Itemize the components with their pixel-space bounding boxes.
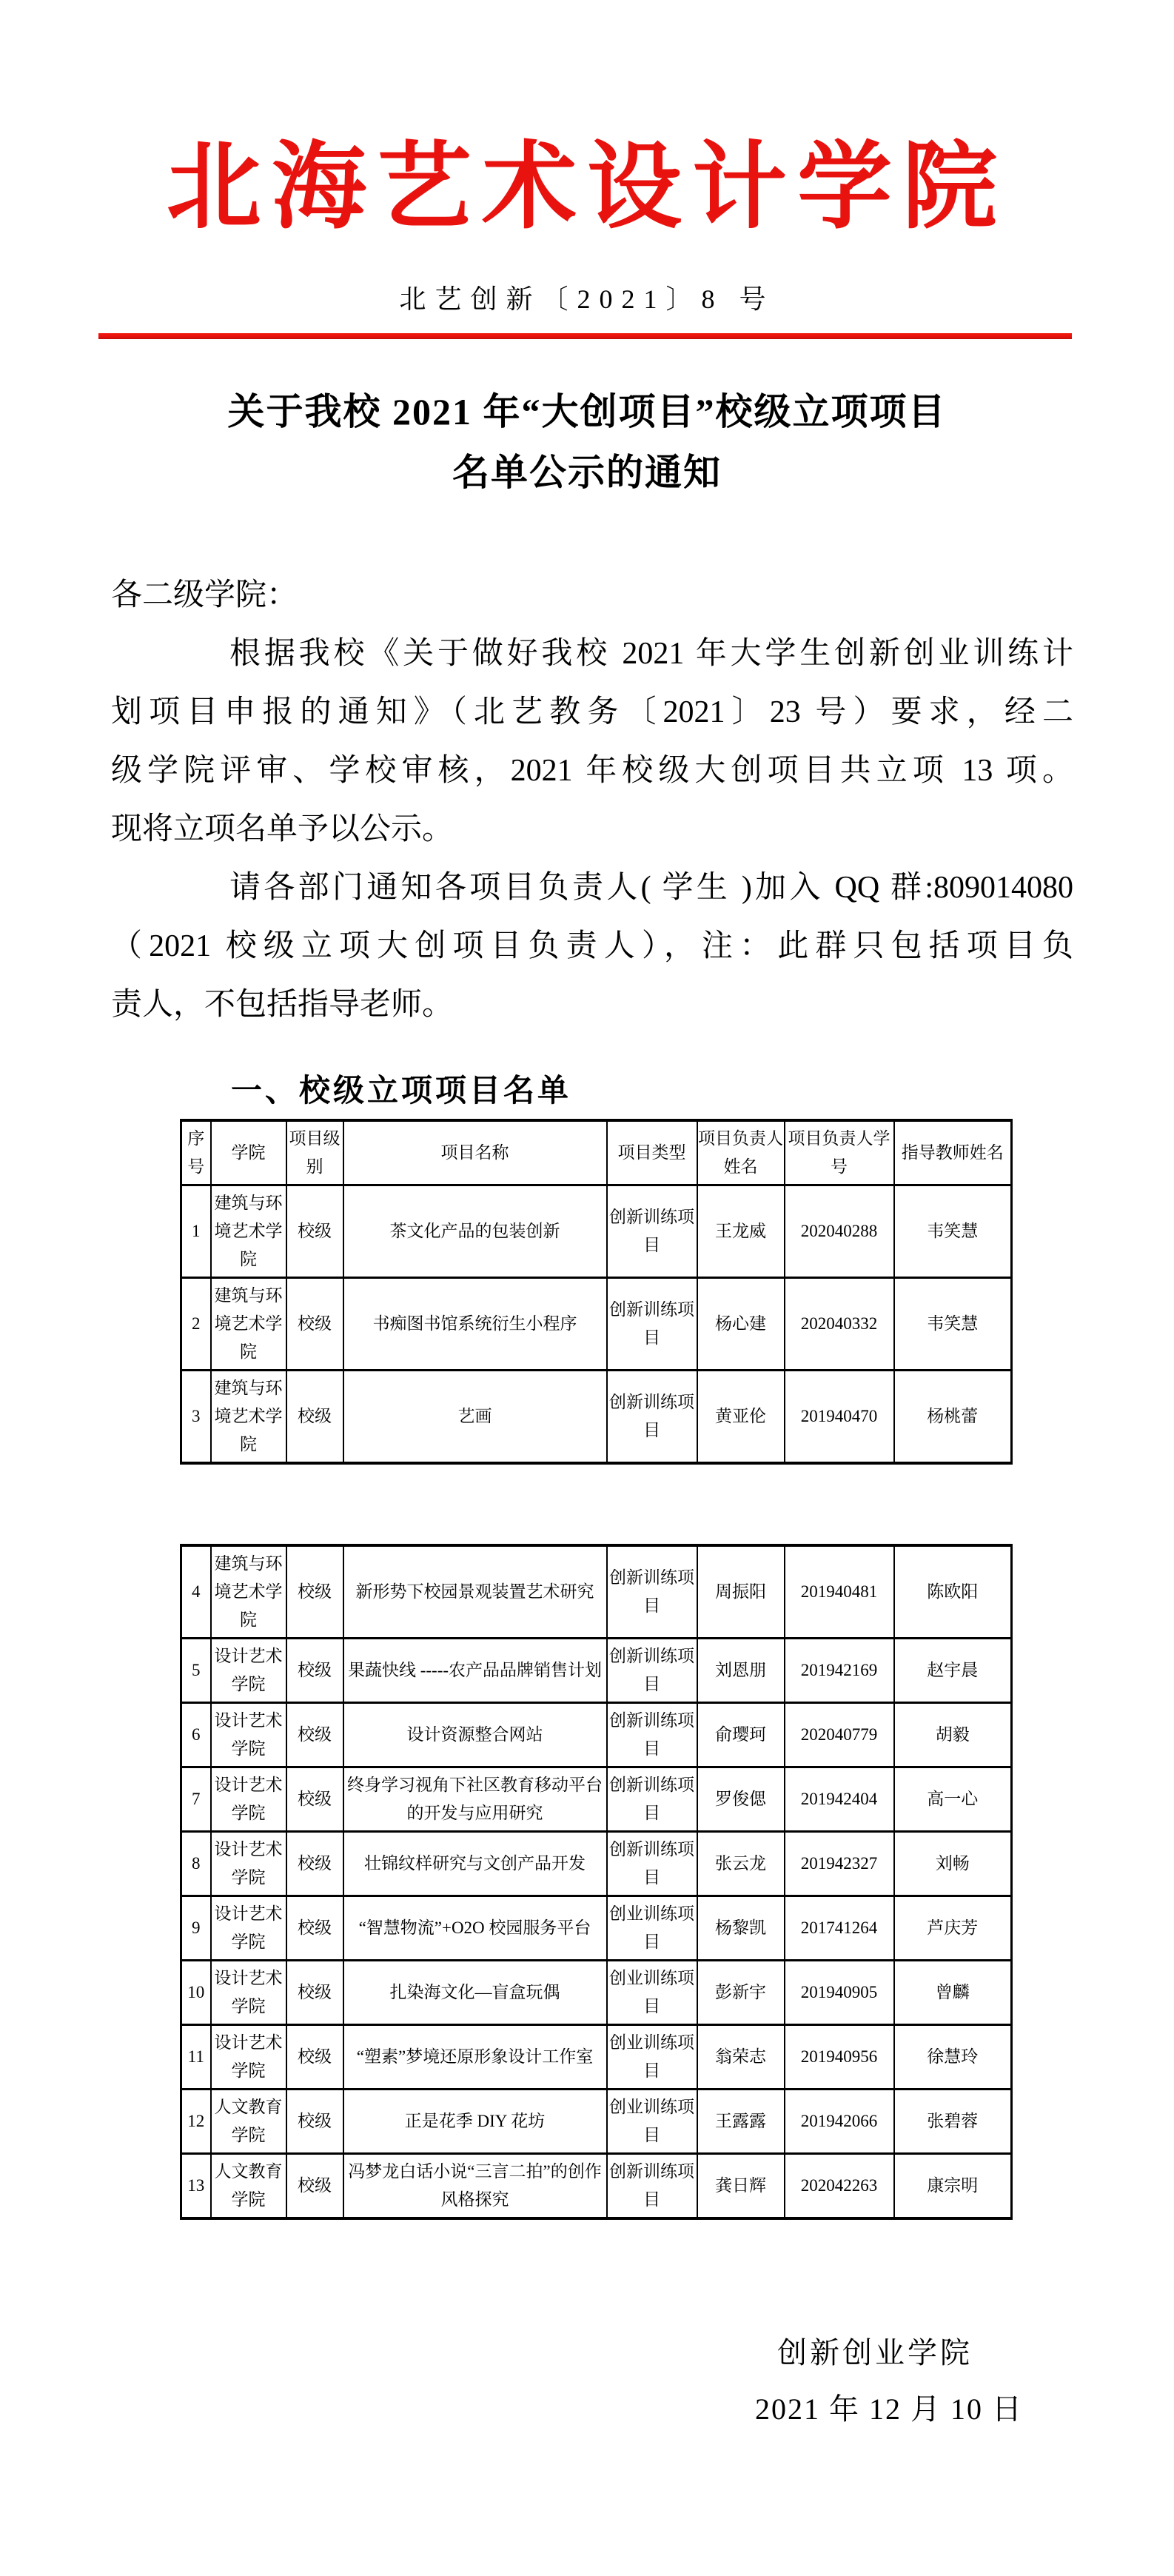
column-header: 序号 bbox=[181, 1120, 211, 1185]
cell-teacher: 芦庆芳 bbox=[894, 1896, 1012, 1961]
cell-student-id: 201942327 bbox=[785, 1832, 894, 1896]
project-table-page-1 bbox=[180, 1119, 1013, 1465]
cell-teacher: 韦笑慧 bbox=[894, 1185, 1012, 1278]
cell-type: 创新训练项目 bbox=[607, 1278, 697, 1371]
cell-teacher: 张碧蓉 bbox=[894, 2090, 1012, 2154]
project-table-body-1 bbox=[181, 1185, 1012, 1464]
cell-teacher: 赵宇晨 bbox=[894, 1639, 1012, 1703]
cell-college: 设计艺术学院 bbox=[211, 1896, 286, 1961]
letterhead-divider-rule bbox=[98, 333, 1072, 339]
table-row bbox=[181, 2154, 1012, 2219]
cell-no: 1 bbox=[181, 1185, 211, 1278]
column-header: 学院 bbox=[211, 1120, 286, 1185]
table-row bbox=[181, 1961, 1012, 2025]
table-header-row bbox=[181, 1120, 1012, 1185]
cell-no: 3 bbox=[181, 1371, 211, 1464]
cell-student-id: 201940481 bbox=[785, 1545, 894, 1639]
cell-teacher: 高一心 bbox=[894, 1767, 1012, 1832]
document-number: 北艺创新〔2021〕8 号 bbox=[399, 284, 775, 314]
cell-student-id: 202040779 bbox=[785, 1703, 894, 1767]
column-header: 项目负责人姓名 bbox=[697, 1120, 785, 1185]
cell-no: 8 bbox=[181, 1832, 211, 1896]
paragraph-1-line: 划项目申报的通知》（北艺教务〔2021〕23 号）要求，经二 bbox=[111, 695, 1073, 729]
cell-student-id: 202040332 bbox=[785, 1278, 894, 1371]
table-row bbox=[181, 1639, 1012, 1703]
cell-college: 设计艺术学院 bbox=[211, 1832, 286, 1896]
paragraph-1-line: 根据我校《关于做好我校 2021 年大学生创新创业训练计 bbox=[229, 637, 1073, 671]
cell-level: 校级 bbox=[286, 1545, 343, 1639]
letterhead-org-name: 北海艺术设计学院 bbox=[166, 135, 1007, 240]
section-heading-project-list: 一、校级立项项目名单 bbox=[231, 1072, 572, 1108]
cell-leader: 杨心建 bbox=[697, 1278, 785, 1371]
paragraph-2-line: 责人，不包括指导老师。 bbox=[111, 988, 454, 1022]
cell-name: “智慧物流”+O2O 校园服务平台 bbox=[343, 1896, 607, 1961]
cell-student-id: 202042263 bbox=[785, 2154, 894, 2219]
cell-college: 人文教育学院 bbox=[211, 2090, 286, 2154]
cell-student-id: 201940470 bbox=[785, 1371, 894, 1464]
cell-no: 7 bbox=[181, 1767, 211, 1832]
cell-name: 冯梦龙白话小说“三言二拍”的创作风格探究 bbox=[343, 2154, 607, 2219]
table-row bbox=[181, 1278, 1012, 1371]
notice-title bbox=[106, 381, 1068, 503]
paragraph-1-line: 级学院评审、学校审核，2021 年校级大创项目共立项 13 项。 bbox=[111, 754, 1073, 788]
cell-level: 校级 bbox=[286, 2090, 343, 2154]
cell-name: 书痴图书馆系统衍生小程序 bbox=[343, 1278, 607, 1371]
cell-college: 设计艺术学院 bbox=[211, 1961, 286, 2025]
cell-level: 校级 bbox=[286, 2025, 343, 2090]
project-table-body-2 bbox=[181, 1545, 1012, 2218]
cell-type: 创新训练项目 bbox=[607, 1545, 697, 1639]
cell-college: 设计艺术学院 bbox=[211, 1703, 286, 1767]
cell-name: 壮锦纹样研究与文创产品开发 bbox=[343, 1832, 607, 1896]
cell-leader: 彭新宇 bbox=[697, 1961, 785, 2025]
salutation-line: 各二级学院： bbox=[111, 578, 298, 612]
table-row bbox=[181, 1185, 1012, 1278]
column-header: 项目级别 bbox=[286, 1120, 343, 1185]
paragraph-2-line: （2021 校级立项大创项目负责人），注：此群只包括项目负 bbox=[111, 929, 1073, 963]
cell-level: 校级 bbox=[286, 1832, 343, 1896]
table-row bbox=[181, 2025, 1012, 2090]
cell-leader: 周振阳 bbox=[697, 1545, 785, 1639]
cell-college: 设计艺术学院 bbox=[211, 1639, 286, 1703]
cell-type: 创业训练项目 bbox=[607, 1961, 697, 2025]
notice-body bbox=[111, 566, 1073, 1034]
cell-leader: 杨黎凯 bbox=[697, 1896, 785, 1961]
cell-type: 创业训练项目 bbox=[607, 2090, 697, 2154]
cell-no: 11 bbox=[181, 2025, 211, 2090]
cell-student-id: 201942404 bbox=[785, 1767, 894, 1832]
column-header: 项目名称 bbox=[343, 1120, 607, 1185]
cell-type: 创业训练项目 bbox=[607, 1896, 697, 1961]
project-table-page-2 bbox=[180, 1544, 1013, 2220]
cell-leader: 黄亚伦 bbox=[697, 1371, 785, 1464]
cell-type: 创新训练项目 bbox=[607, 1703, 697, 1767]
cell-level: 校级 bbox=[286, 1639, 343, 1703]
notice-title-line-2: 名单公示的通知 bbox=[452, 452, 722, 493]
cell-name: 扎染海文化—盲盒玩偶 bbox=[343, 1961, 607, 2025]
cell-leader: 翁荣志 bbox=[697, 2025, 785, 2090]
cell-name: 终身学习视角下社区教育移动平台的开发与应用研究 bbox=[343, 1767, 607, 1832]
cell-type: 创新训练项目 bbox=[607, 1371, 697, 1464]
notice-title-line-1: 关于我校 2021 年“大创项目”校级立项项目 bbox=[227, 391, 947, 432]
cell-college: 设计艺术学院 bbox=[211, 2025, 286, 2090]
cell-no: 9 bbox=[181, 1896, 211, 1961]
cell-college: 设计艺术学院 bbox=[211, 1767, 286, 1832]
cell-type: 创新训练项目 bbox=[607, 1639, 697, 1703]
cell-teacher: 徐慧玲 bbox=[894, 2025, 1012, 2090]
cell-level: 校级 bbox=[286, 1767, 343, 1832]
paragraph-1-line: 现将立项名单予以公示。 bbox=[111, 812, 454, 846]
table-row bbox=[181, 1703, 1012, 1767]
cell-name: 果蔬快线 -----农产品品牌销售计划 bbox=[343, 1639, 607, 1703]
project-table-header bbox=[181, 1120, 1012, 1185]
cell-leader: 龚日辉 bbox=[697, 2154, 785, 2219]
cell-name: “塑素”梦境还原形象设计工作室 bbox=[343, 2025, 607, 2090]
cell-name: 设计资源整合网站 bbox=[343, 1703, 607, 1767]
cell-name: 茶文化产品的包装创新 bbox=[343, 1185, 607, 1278]
cell-teacher: 刘畅 bbox=[894, 1832, 1012, 1896]
cell-leader: 罗俊偲 bbox=[697, 1767, 785, 1832]
cell-type: 创新训练项目 bbox=[607, 2154, 697, 2219]
cell-student-id: 201942169 bbox=[785, 1639, 894, 1703]
table-row bbox=[181, 1896, 1012, 1961]
cell-level: 校级 bbox=[286, 1961, 343, 2025]
cell-teacher: 陈欧阳 bbox=[894, 1545, 1012, 1639]
cell-teacher: 曾麟 bbox=[894, 1961, 1012, 2025]
cell-no: 6 bbox=[181, 1703, 211, 1767]
footer-date: 2021 年 12 月 10 日 bbox=[755, 2392, 1023, 2426]
cell-student-id: 202040288 bbox=[785, 1185, 894, 1278]
cell-type: 创新训练项目 bbox=[607, 1185, 697, 1278]
cell-student-id: 201940905 bbox=[785, 1961, 894, 2025]
cell-name: 正是花季 DIY 花坊 bbox=[343, 2090, 607, 2154]
cell-teacher: 胡毅 bbox=[894, 1703, 1012, 1767]
cell-level: 校级 bbox=[286, 1371, 343, 1464]
cell-level: 校级 bbox=[286, 1896, 343, 1961]
cell-college: 建筑与环境艺术学院 bbox=[211, 1278, 286, 1371]
table-row bbox=[181, 1371, 1012, 1464]
cell-type: 创新训练项目 bbox=[607, 1767, 697, 1832]
cell-type: 创业训练项目 bbox=[607, 2025, 697, 2090]
cell-no: 4 bbox=[181, 1545, 211, 1639]
table-row bbox=[181, 2090, 1012, 2154]
table-row bbox=[181, 1545, 1012, 1639]
cell-leader: 俞璎珂 bbox=[697, 1703, 785, 1767]
cell-level: 校级 bbox=[286, 1185, 343, 1278]
cell-teacher: 韦笑慧 bbox=[894, 1278, 1012, 1371]
table-row bbox=[181, 1832, 1012, 1896]
cell-leader: 刘恩朋 bbox=[697, 1639, 785, 1703]
cell-no: 13 bbox=[181, 2154, 211, 2219]
cell-no: 5 bbox=[181, 1639, 211, 1703]
cell-leader: 张云龙 bbox=[697, 1832, 785, 1896]
column-header: 指导教师姓名 bbox=[894, 1120, 1012, 1185]
cell-level: 校级 bbox=[286, 2154, 343, 2219]
column-header: 项目负责人学号 bbox=[785, 1120, 894, 1185]
cell-college: 建筑与环境艺术学院 bbox=[211, 1371, 286, 1464]
paragraph-2-line: 请各部门通知各项目负责人( 学生 )加入 QQ 群:809014080 bbox=[229, 871, 1073, 905]
table-row bbox=[181, 1767, 1012, 1832]
cell-leader: 王龙威 bbox=[697, 1185, 785, 1278]
cell-student-id: 201942066 bbox=[785, 2090, 894, 2154]
cell-student-id: 201940956 bbox=[785, 2025, 894, 2090]
cell-no: 2 bbox=[181, 1278, 211, 1371]
cell-no: 10 bbox=[181, 1961, 211, 2025]
cell-level: 校级 bbox=[286, 1278, 343, 1371]
footer-signature: 创新创业学院 bbox=[777, 2336, 973, 2369]
column-header: 项目类型 bbox=[607, 1120, 697, 1185]
cell-leader: 王露露 bbox=[697, 2090, 785, 2154]
cell-teacher: 康宗明 bbox=[894, 2154, 1012, 2219]
cell-level: 校级 bbox=[286, 1703, 343, 1767]
cell-name: 新形势下校园景观装置艺术研究 bbox=[343, 1545, 607, 1639]
cell-type: 创新训练项目 bbox=[607, 1832, 697, 1896]
cell-college: 建筑与环境艺术学院 bbox=[211, 1545, 286, 1639]
cell-name: 艺画 bbox=[343, 1371, 607, 1464]
cell-teacher: 杨桃蕾 bbox=[894, 1371, 1012, 1464]
cell-college: 建筑与环境艺术学院 bbox=[211, 1185, 286, 1278]
cell-student-id: 201741264 bbox=[785, 1896, 894, 1961]
cell-college: 人文教育学院 bbox=[211, 2154, 286, 2219]
cell-no: 12 bbox=[181, 2090, 211, 2154]
